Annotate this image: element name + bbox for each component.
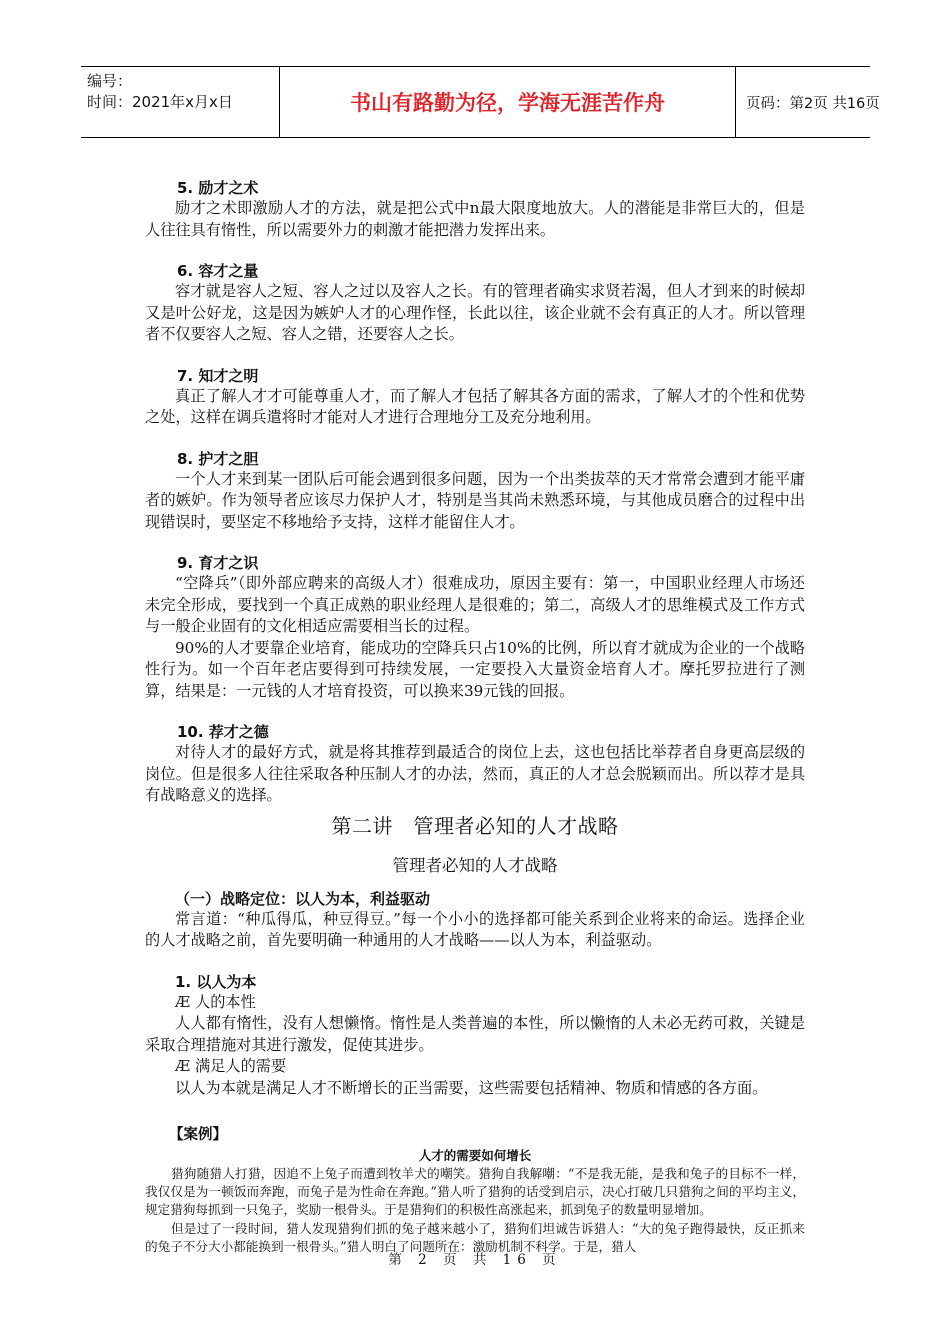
section-6 xyxy=(145,261,805,346)
header-meta xyxy=(81,67,279,137)
page-footer: 第 2 页 共 16 页 xyxy=(388,1252,562,1268)
number-label: 编号： xyxy=(87,72,133,90)
section-heading: 10. 荐才之德 xyxy=(177,723,269,741)
section-heading: 9. 育才之识 xyxy=(177,554,259,572)
section-heading: 7. 知才之明 xyxy=(177,366,259,385)
section-paragraph: 容才就是容人之短、容人之过以及容人之长。有的管理者确实求贤若渴，但人才到来的时候却又是叶公好龙，这是因为嫉妒人才的心理作怪，长此以往，该企业就不会有真正的人才。所以管理者不仅要容人之短、容人之错，还要容人之长。 xyxy=(145,282,805,343)
section-paragraph: 90%的人才要靠企业培育，能成功的空降兵只占10%的比例，所以育才就成为企业的一个战略性行为。如一个百年老店要得到可持续发展，一定要投入大量资金培育人才。摩托罗拉进行了测算，结果是：一元钱的人才培育投资，可以换来39元钱的回报。 xyxy=(145,638,805,700)
document-body xyxy=(145,178,805,1256)
strategy-heading: （一）战略定位：以人为本，利益驱动 xyxy=(175,889,431,908)
section-paragraph: “空降兵”（即外部应聘来的高级人才）很难成功，原因主要有：第一，中国职业经理人市场还未完全形成，要找到一个真正成熟的职业经理人是很难的；第二，高级人才的思维模式及工作方式与一般企业固有的文化相适应需要相当长的过程。 xyxy=(145,574,805,635)
bullet-paragraph: 以人为本就是满足人才不断增长的正当需要，这些需要包括精神、物质和情感的各方面。 xyxy=(175,1078,768,1097)
section-paragraph: 一个人才来到某一团队后可能会遇到很多问题，因为一个出类拔萃的天才常常会遭到才能平庸者的嫉妒。作为领导者应该尽力保护人才，特别是当其尚未熟悉环境，与其他成员磨合的过程中出现错误时，要坚定不移地给予支持，这样才能留住人才。 xyxy=(145,469,805,531)
section-paragraph: 励才之术即激励人才的方法，就是把公式中n最大限度地放大。人的潜能是非常巨大的，但是人往往具有惰性，所以需要外力的刺激才能把潜力发挥出来。 xyxy=(145,199,805,239)
section-paragraph: 真正了解人才才可能尊重人才，而了解人才包括了解其各方面的需求，了解人才的个性和优势之处，这样在调兵遣将时才能对人才进行合理地分工及充分地利用。 xyxy=(145,386,805,426)
document-header xyxy=(81,66,880,138)
bullet-paragraph: 人人都有惰性，没有人想懒惰。惰性是人类普遍的本性，所以懒惰的人未必无药可救，关键是采取合理措施对其进行激发，促使其进步。 xyxy=(145,1014,805,1054)
section-9 xyxy=(145,553,805,702)
section-7 xyxy=(145,366,805,429)
case-paragraph: 但是过了一段时间，猎人发现猎狗们抓的兔子越来越小了，猎狗们坦诚告诉猎人：“大的兔子跑得最快，反正抓来的兔子不分大小都能换到一根骨头。”猎人明白了问题所在：激励机制不科学。于是，猎人 xyxy=(145,1220,805,1254)
bullet-human-nature: Æ 人的本性 xyxy=(175,992,256,1011)
case-title: 人才的需要如何增长 xyxy=(418,1148,532,1163)
section-heading: 6. 容才之量 xyxy=(177,262,259,280)
lecture-title: 第二讲 管理者必知的人才战略 xyxy=(331,813,619,838)
case-label: 【案例】 xyxy=(169,1127,227,1143)
header-page-info: 页码：第2页 共16页 xyxy=(746,95,880,112)
section-paragraph: 对待人才的最好方式，就是将其推荐到最适合的岗位上去，这也包括比举荐者自身更高层级的岗位。但是很多人往往采取各种压制人才的办法，然而，真正的人才总会脱颖而出。所以荐才是具有战略意义的选择。 xyxy=(145,743,805,804)
section-heading: 5. 励才之术 xyxy=(177,179,259,197)
case-paragraph: 猎狗随猎人打猎，因追不上兔子而遭到牧羊犬的嘲笑。猎狗自我解嘲：“不是我无能，是我和兔子的目标不一样，我仅仅是为一顿饭而奔跑，而兔子是为性命在奔跑。”猎人听了猎狗的话受到启示，决心打破几只猎狗之间的平均主义，规定猎狗每抓到一只兔子，奖励一根骨头。于是猎狗们的积极性高涨起来，抓到兔子的数量明显增加。 xyxy=(145,1166,805,1218)
lecture-subtitle: 管理者必知的人才战略 xyxy=(392,855,558,875)
section-heading: 8. 护才之胆 xyxy=(177,449,259,468)
section-8 xyxy=(145,449,805,534)
section-10 xyxy=(145,722,805,807)
point-heading: 1. 以人为本 xyxy=(175,972,257,991)
strategy-paragraph: 常言道：“种瓜得瓜，种豆得豆。”每一个小小的选择都可能关系到企业将来的命运。选择企业的人才战略之前，首先要明确一种通用的人才战略——以人为本，利益驱动。 xyxy=(145,909,805,949)
date-line: 时间：2021年x月x日 xyxy=(87,93,233,111)
bullet-human-needs: Æ 满足人的需要 xyxy=(175,1057,287,1075)
section-5 xyxy=(145,178,805,241)
header-motto: 书山有路勤为径，学海无涯苦作舟 xyxy=(279,67,736,137)
